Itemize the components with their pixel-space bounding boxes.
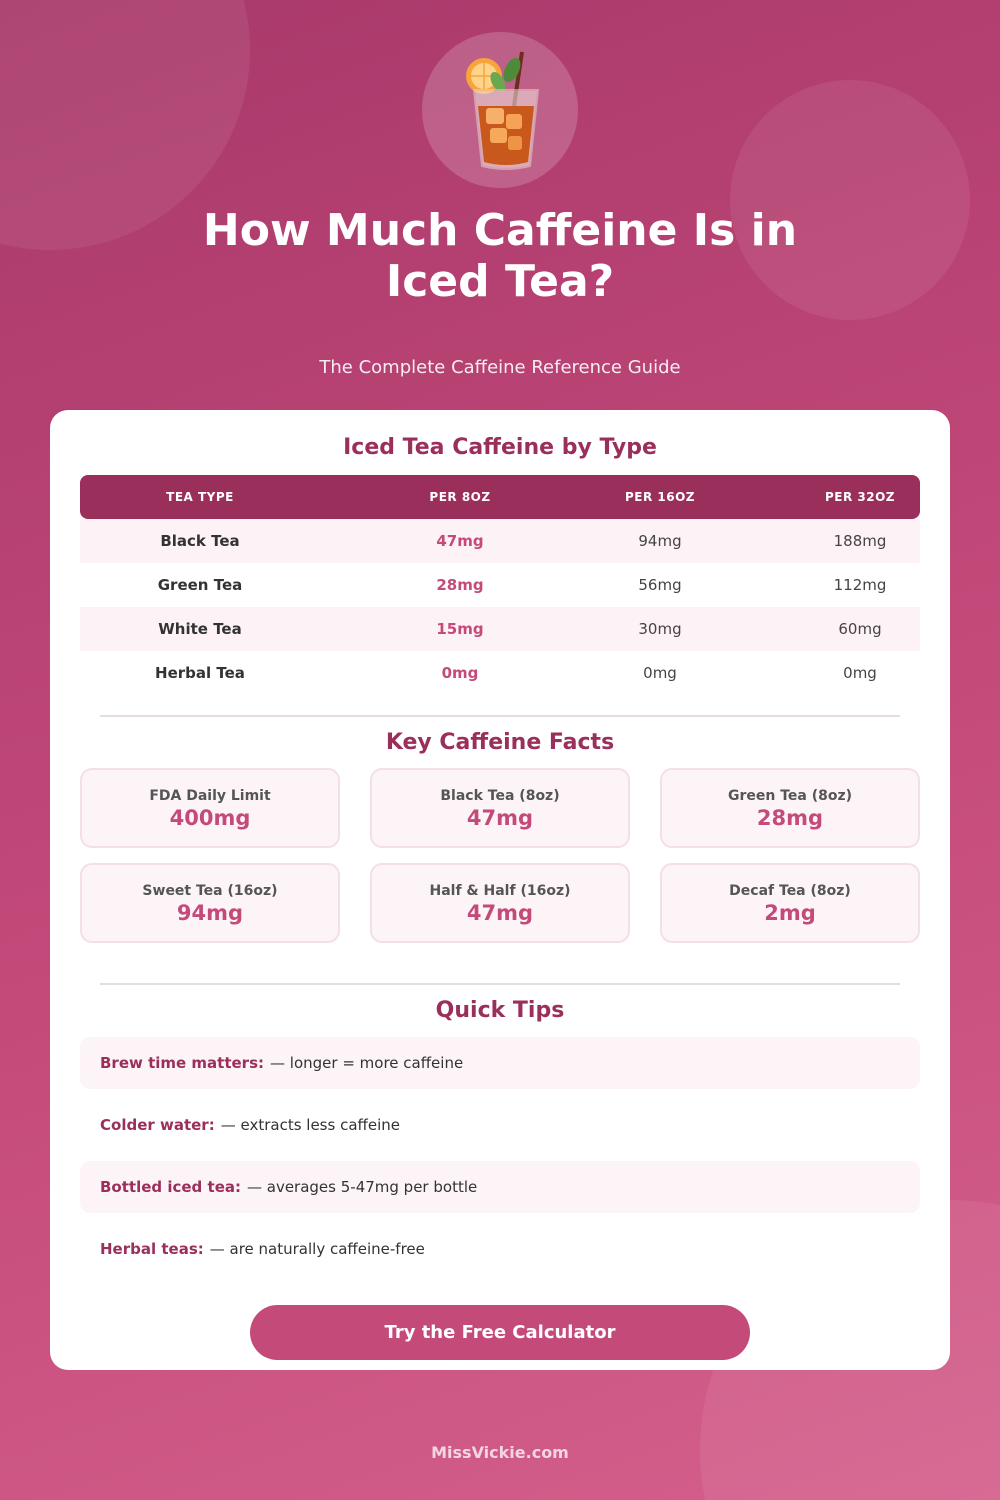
fact-value: 28mg xyxy=(756,806,824,830)
fact-label: Half & Half (16oz) xyxy=(429,883,571,899)
per-16oz-cell: 56mg xyxy=(638,576,682,594)
tea-type-cell: Herbal Tea xyxy=(155,664,245,682)
tip-heading: Herbal teas: xyxy=(100,1240,204,1258)
tip-item xyxy=(80,1099,920,1151)
per-32oz-cell: 0mg xyxy=(843,664,877,682)
per-32oz-cell: 112mg xyxy=(833,576,887,594)
per-16oz-cell: 30mg xyxy=(638,620,682,638)
fact-card xyxy=(660,863,920,943)
header-cell: PER 32OZ xyxy=(824,490,895,504)
table-title: Iced Tea Caffeine by Type xyxy=(343,435,657,460)
tea-type-cell: Green Tea xyxy=(157,576,243,594)
table-row xyxy=(80,607,920,651)
fact-label: FDA Daily Limit xyxy=(149,788,271,804)
facts-title: Key Caffeine Facts xyxy=(385,730,615,755)
tip-text: — are naturally caffeine-free xyxy=(209,1240,425,1258)
fact-label: Sweet Tea (16oz) xyxy=(142,883,278,899)
content-card xyxy=(50,410,950,1370)
tip-heading: Colder water: xyxy=(100,1116,215,1134)
try-calculator-button[interactable]: Try the Free Calculator xyxy=(250,1305,750,1360)
table-row xyxy=(80,651,920,695)
tea-type-cell: White Tea xyxy=(158,620,242,638)
fact-label: Green Tea (8oz) xyxy=(727,788,853,804)
per-32oz-cell: 60mg xyxy=(838,620,882,638)
tips-title: Quick Tips xyxy=(435,998,565,1023)
per-8oz-cell: 28mg xyxy=(436,576,484,594)
header-cell: TEA TYPE xyxy=(166,490,234,504)
per-32oz-cell: 188mg xyxy=(833,532,887,550)
tip-text: — averages 5-47mg per bottle xyxy=(246,1178,478,1196)
fact-value: 400mg xyxy=(169,806,251,830)
fact-value: 94mg xyxy=(176,901,244,925)
tip-text: — extracts less caffeine xyxy=(220,1116,400,1134)
fact-label: Black Tea (8oz) xyxy=(440,788,560,804)
header-cell: PER 16OZ xyxy=(624,490,695,504)
iced-tea-icon xyxy=(444,48,556,172)
section-divider xyxy=(100,983,900,985)
page-subtitle: The Complete Caffeine Reference Guide xyxy=(319,357,681,378)
table-row xyxy=(80,519,920,563)
tea-type-cell: Black Tea xyxy=(160,532,240,550)
fact-card xyxy=(660,768,920,848)
caffeine-table xyxy=(80,475,920,695)
per-8oz-cell: 47mg xyxy=(436,532,484,550)
per-16oz-cell: 0mg xyxy=(643,664,677,682)
footer-brand: MissVickie.com xyxy=(431,1443,569,1462)
table-row xyxy=(80,563,920,607)
fact-card xyxy=(370,768,630,848)
per-8oz-cell: 0mg xyxy=(441,664,479,682)
hero-icon-badge xyxy=(422,32,578,188)
per-16oz-cell: 94mg xyxy=(638,532,682,550)
tip-item xyxy=(80,1223,920,1275)
fact-card xyxy=(80,768,340,848)
header-cell: PER 8OZ xyxy=(429,490,491,504)
fact-value: 2mg xyxy=(764,901,816,925)
fact-card xyxy=(370,863,630,943)
section-divider xyxy=(100,715,900,717)
fact-value: 47mg xyxy=(466,901,534,925)
tip-heading: Bottled iced tea: xyxy=(100,1178,241,1196)
page-title: How Much Caffeine Is in Iced Tea? xyxy=(202,205,798,307)
tip-item xyxy=(80,1161,920,1213)
fact-label: Decaf Tea (8oz) xyxy=(729,883,851,899)
fact-card xyxy=(80,863,340,943)
fact-value: 47mg xyxy=(466,806,534,830)
tip-text: — longer = more caffeine xyxy=(270,1054,464,1072)
tip-item xyxy=(80,1037,920,1089)
table-header xyxy=(80,475,920,519)
per-8oz-cell: 15mg xyxy=(436,620,484,638)
tip-heading: Brew time matters: xyxy=(100,1054,265,1072)
